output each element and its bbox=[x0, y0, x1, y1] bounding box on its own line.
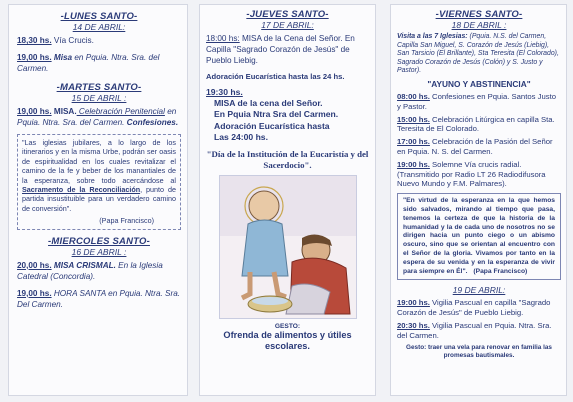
institucion-eucaristia-title: "Día de la Institución de la Eucaristía y del Sacerdocio". bbox=[206, 149, 369, 170]
entry-text: Solemne Vía crucis radial. (Transmitido por Radio LT 26 Radiodifusora Nuevo Mundo y F.M. Palmares). bbox=[397, 159, 546, 189]
viernes-entry-confesiones bbox=[397, 92, 561, 112]
entry-time: 18:00 hs: bbox=[206, 34, 240, 43]
jubilee-quote-box bbox=[17, 134, 181, 230]
panel-jueves bbox=[199, 4, 376, 396]
martes-entry-misa bbox=[17, 106, 181, 128]
jueves-misa-block bbox=[206, 87, 369, 143]
panel-viernes-sabado bbox=[390, 4, 567, 396]
panel-lunes-martes-miercoles bbox=[8, 4, 188, 396]
entry-link: Celebración Penitencial bbox=[76, 107, 165, 116]
entry-text: Vía Crucis. bbox=[51, 36, 94, 45]
sabado-date: 19 DE ABRIL: bbox=[452, 285, 506, 296]
entry-bold: MISA. bbox=[51, 107, 77, 116]
esperanza-author: (Papa Francisco) bbox=[473, 267, 528, 275]
entry-bold-end: Confesiones. bbox=[124, 118, 179, 127]
entry-text: Confesiones en Pquia. Santos Justo y Pastor. bbox=[397, 91, 556, 111]
foot-washing-image bbox=[220, 176, 356, 318]
jueves-santo-title: -JUEVES SANTO- bbox=[246, 9, 329, 20]
misa-line: Las 24:00 hs. bbox=[214, 131, 268, 142]
ofrenda-text: Ofrenda de alimentos y útiles escolares. bbox=[223, 330, 352, 352]
quote-author: (Papa Francisco) bbox=[99, 216, 154, 226]
jueves-entry-misa-liebig bbox=[206, 33, 369, 66]
lunes-santo-title: -LUNES SANTO- bbox=[60, 11, 138, 22]
jueves-santo-date: 17 DE ABRIL: bbox=[261, 20, 314, 30]
entry-text: Celebración de la Pasión del Señor en Pquia. N. S. del Carmen. bbox=[397, 137, 553, 156]
entry-text: Celebración Litúrgica en capilla Sta. Teresita de El Colorado. bbox=[397, 114, 555, 134]
miercoles-entry-hora-santa bbox=[17, 288, 181, 310]
entry-text: MISA de la Cena del Señor. En Capilla "Sagrado Corazón de Jesús" de Pueblo Liebig. bbox=[206, 34, 355, 65]
entry-time: 17:00 hs. bbox=[397, 137, 430, 147]
adoracion-note: Adoración Eucarística hasta las 24 hs. bbox=[206, 72, 345, 81]
sabado-entry-vigilia-liebig bbox=[397, 298, 561, 318]
gesto-label: GESTO: bbox=[274, 323, 301, 331]
entry-text: (Pquia. N.S. del Carmen, Capilla San Miguel, S. Corazón de Jesús (Liebig), San Tarsicio (El Brillante), Sta Teresita (El Colorado), Sagrado Corazón de Jesús (Colón) y S. Justo y Pastor). bbox=[397, 33, 559, 75]
quote-text-a: "Las iglesias jubilares, a lo largo de los itinerarios y en la misma Urbe, podrán ser oasis de espiritualidad en los cuales revitalizar el camino de la fe y beber de los manantiales de la esperanza, sobre todo acercándose al bbox=[22, 138, 176, 185]
entry-text: en Pquia. Ntra. Sra. del Carmen. bbox=[17, 53, 160, 73]
miercoles-santo-title: -MIERCOLES SANTO- bbox=[48, 235, 150, 247]
misa-line: En Pquia Ntra Sra del Carmen. bbox=[214, 109, 339, 120]
entry-time: 20:30 hs. bbox=[397, 320, 430, 330]
entry-time: 19,00 hs. bbox=[17, 53, 52, 62]
entry-time: 08:00 hs. bbox=[397, 91, 430, 101]
entry-text: En la Iglesia Catedral (Concordia). bbox=[17, 260, 163, 281]
viernes-santo-date: 18 DE ABRIL : bbox=[451, 20, 507, 30]
entry-time: 19:00 hs. bbox=[397, 159, 430, 169]
martes-santo-date: 15 DE ABRIL : bbox=[71, 93, 127, 103]
entry-text: Vigilia Pascual en Pquia. Ntra. Sra. del Carmen. bbox=[397, 320, 552, 340]
viernes-entry-liturgica bbox=[397, 115, 561, 135]
entry-time: 15:00 hs. bbox=[397, 114, 430, 124]
entry-text: en Pquia. Ntra. Sra. del Carmen. bbox=[17, 107, 177, 127]
misa-time: 19:30 hs. bbox=[206, 87, 243, 97]
entry-time: 18,30 hs. bbox=[17, 36, 52, 45]
viernes-entry-via-crucis bbox=[397, 160, 561, 189]
esperanza-text: "En virtud de la esperanza en la que hemos sido salvados, mirando al tiempo que pasa, tenemos la certeza de que la historia de la humanidad y la de cada uno de nosotros no se dirigen hacia un punto ciego o un abismo oscuro, sino que se orientan al encuentro con el Señor de la gloria. Vivamos por tanto en la espera de su venida y en la esperanza de vivir para siempre en Él". bbox=[403, 197, 555, 275]
lunes-entry-via-crucis bbox=[17, 35, 181, 46]
viernes-santo-title: -VIERNES SANTO- bbox=[435, 9, 523, 20]
miercoles-santo-date: 16 DE ABRIL : bbox=[71, 246, 127, 257]
entry-time: 19:00 hs. bbox=[397, 298, 430, 308]
viernes-entry-pasion bbox=[397, 137, 561, 157]
esperanza-quote-box bbox=[397, 193, 561, 280]
lunes-santo-date: 14 DE ABRIL: bbox=[72, 22, 126, 32]
misa-line: Adoración Eucarística hasta bbox=[214, 120, 330, 131]
viernes-visita-7-iglesias bbox=[397, 33, 561, 76]
entry-time: 20,00 hs. bbox=[17, 260, 52, 270]
misa-line: MISA de la cena del Señor. bbox=[214, 98, 323, 109]
lunes-entry-misa bbox=[17, 52, 181, 74]
ayuno-abstinencia: "AYUNO Y ABSTINENCIA" bbox=[427, 78, 531, 89]
entry-time: 19,00 hs. bbox=[17, 107, 52, 116]
entry-bold: MISA CRISMAL. bbox=[51, 260, 116, 270]
quote-text-bold: Sacramento de la Reconciliación bbox=[22, 185, 141, 195]
entry-text: HORA SANTA en Pquia. Ntra. Sra. Del Carmen. bbox=[17, 288, 181, 309]
quote-text-b: , punto de partida insustituible para un verdadero camino de conversión". bbox=[22, 185, 176, 213]
entry-bold: Misa bbox=[51, 53, 73, 62]
foot-washing-illustration bbox=[219, 175, 357, 319]
miercoles-entry-crismal bbox=[17, 260, 181, 282]
entry-text: Vigilia Pascual en capilla "Sagrado Corazón de Jesús" de Pueblo Liebig. bbox=[397, 298, 551, 318]
martes-santo-title: -MARTES SANTO- bbox=[56, 82, 142, 93]
sabado-entry-vigilia-carmen bbox=[397, 321, 561, 341]
entry-time: 19,00 hs. bbox=[17, 288, 52, 298]
entry-bold: Visita a las 7 Iglesias: bbox=[397, 33, 468, 40]
gesto-vela: Gesto: traer una vela para renovar en familia las promesas bautismales. bbox=[406, 343, 552, 359]
